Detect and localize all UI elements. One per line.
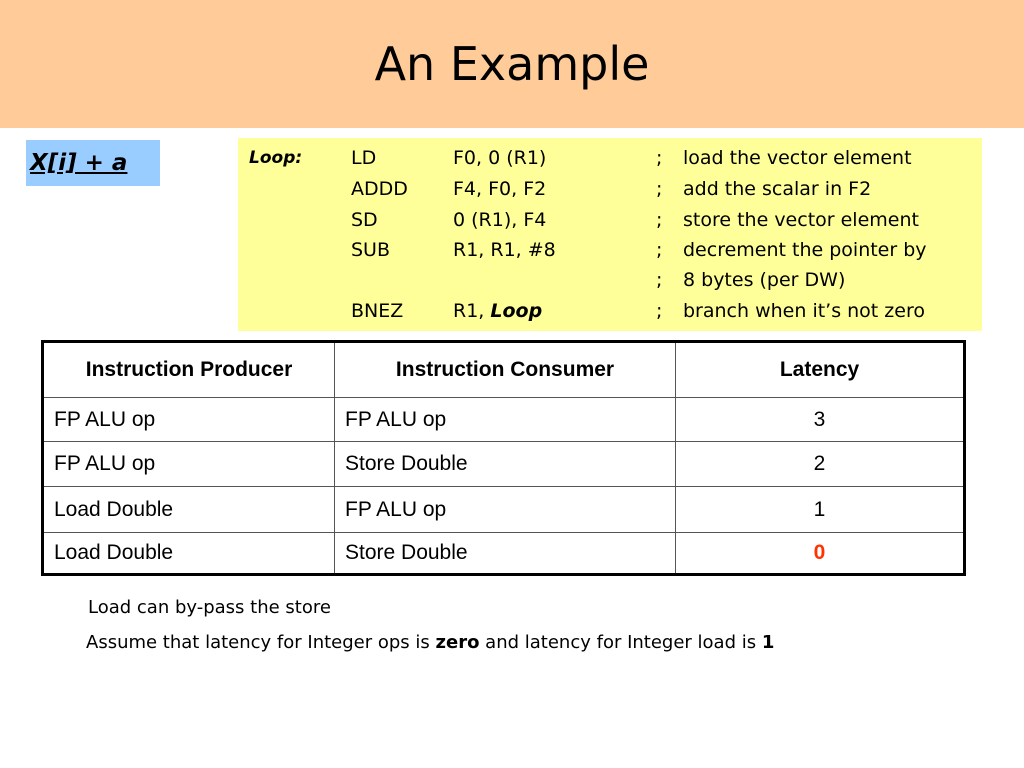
note-bypass: Load can by-pass the store xyxy=(88,597,331,618)
code-row xyxy=(238,265,982,295)
header-producer: Instruction Producer xyxy=(43,342,335,398)
code-comment: decrement the pointer by xyxy=(683,239,927,261)
latency-table xyxy=(41,340,966,576)
cell-producer: Load Double xyxy=(43,487,335,533)
code-row xyxy=(238,143,982,173)
cell-producer: FP ALU op xyxy=(43,398,335,442)
table-row xyxy=(43,398,965,442)
code-args-loop-label: Loop xyxy=(490,300,543,322)
table-row xyxy=(43,533,965,575)
code-args xyxy=(453,296,542,326)
note-bold-zero: zero xyxy=(435,632,480,653)
code-op: BNEZ xyxy=(351,300,404,322)
slide-title: An Example xyxy=(374,37,650,91)
cell-consumer: Store Double xyxy=(335,442,676,487)
cell-latency: 3 xyxy=(676,398,965,442)
cell-producer: Load Double xyxy=(43,533,335,575)
cell-consumer: Store Double xyxy=(335,533,676,575)
code-comment: 8 bytes (per DW) xyxy=(683,269,846,291)
code-args: F4, F0, F2 xyxy=(453,178,547,200)
table-row xyxy=(43,487,965,533)
code-row xyxy=(238,205,982,235)
code-comment: branch when it’s not zero xyxy=(683,300,925,322)
code-comment: load the vector element xyxy=(683,147,912,169)
code-semicolon: ; xyxy=(656,209,663,231)
cell-consumer: FP ALU op xyxy=(335,398,676,442)
code-args-prefix: R1, xyxy=(453,300,491,322)
note-text: and latency for Integer load is xyxy=(479,632,762,653)
note-text: Assume that latency for Integer ops is xyxy=(86,632,436,653)
code-op: ADDD xyxy=(351,178,408,200)
note-bold-one: 1 xyxy=(761,632,775,653)
table-row xyxy=(43,442,965,487)
cell-latency: 1 xyxy=(676,487,965,533)
cell-latency: 2 xyxy=(676,442,965,487)
code-row xyxy=(238,235,982,265)
code-args: F0, 0 (R1) xyxy=(453,147,547,169)
code-comment: store the vector element xyxy=(683,209,919,231)
code-semicolon: ; xyxy=(656,300,663,322)
code-op: SD xyxy=(351,209,378,231)
code-row xyxy=(238,296,982,326)
formula-text: X[i] + a xyxy=(30,150,128,176)
code-box xyxy=(238,138,982,331)
formula-box xyxy=(26,140,160,186)
code-op: LD xyxy=(351,147,377,169)
code-label: Loop: xyxy=(249,148,303,168)
code-semicolon: ; xyxy=(656,147,663,169)
code-semicolon: ; xyxy=(656,178,663,200)
code-args: R1, R1, #8 xyxy=(453,239,556,261)
cell-consumer: FP ALU op xyxy=(335,487,676,533)
code-comment: add the scalar in F2 xyxy=(683,178,872,200)
code-args: 0 (R1), F4 xyxy=(453,209,547,231)
code-row xyxy=(238,174,982,204)
header-consumer: Instruction Consumer xyxy=(335,342,676,398)
note-assumption xyxy=(86,632,774,653)
code-op: SUB xyxy=(351,239,391,261)
cell-producer: FP ALU op xyxy=(43,442,335,487)
cell-latency-highlight: 0 xyxy=(676,533,965,575)
table-header-row xyxy=(43,342,965,398)
header-latency: Latency xyxy=(676,342,965,398)
code-semicolon: ; xyxy=(656,269,663,291)
code-semicolon: ; xyxy=(656,239,663,261)
